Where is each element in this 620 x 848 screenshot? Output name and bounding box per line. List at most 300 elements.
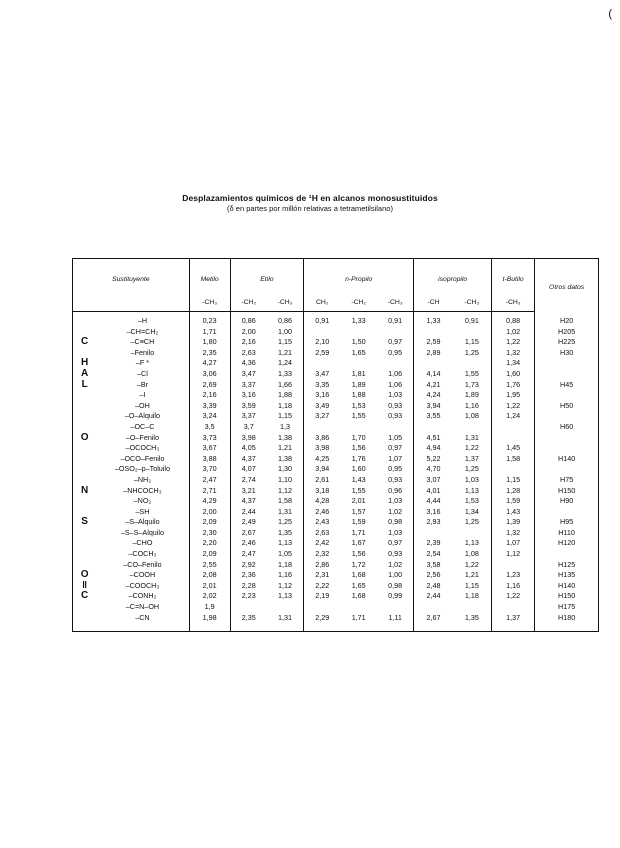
substituent-cell: –S–Alquilo <box>125 517 160 527</box>
shift-value: 4,01 <box>414 486 453 497</box>
shift-value: 3,7 <box>230 422 267 433</box>
subheader-cell: -CH <box>414 295 453 312</box>
shift-value: 1,15 <box>464 580 479 590</box>
header-isopropyl: isopropilo <box>414 259 492 296</box>
shift-value: 1,43 <box>492 507 535 518</box>
other-data-cell: H75 <box>535 475 599 486</box>
shift-value: 1,60 <box>351 464 366 474</box>
table-title: Desplazamientos químicos de ¹H en alcanos monosustituidos <box>182 193 438 203</box>
substituent-cell: –OCO–Fenilo <box>120 453 165 463</box>
other-data-cell: H135 <box>535 570 599 581</box>
shift-value: 1,03 <box>388 390 403 400</box>
shift-value: 0,99 <box>388 591 403 601</box>
shift-value: 2,09 <box>189 517 230 528</box>
shift-value: 1,13 <box>277 538 292 548</box>
shift-value: 3,86 <box>304 433 341 444</box>
shift-value: 2,48 <box>414 581 453 592</box>
shift-value: 0,95 <box>388 464 403 474</box>
other-data-cell: H140 <box>535 581 599 592</box>
shift-value: 4,36 <box>230 358 267 369</box>
table-row <box>73 348 599 359</box>
shift-value: 3,98 <box>304 443 341 454</box>
shift-value: 3,24 <box>189 411 230 422</box>
shift-value <box>492 433 535 444</box>
shift-value: 1,15 <box>277 337 292 347</box>
shift-value: 3,35 <box>304 380 341 391</box>
family-label: L <box>81 379 88 390</box>
shift-value: 3,67 <box>189 443 230 454</box>
shift-value: 0,23 <box>189 312 230 327</box>
corner-mark: ( <box>608 8 612 20</box>
shift-value: 1,15 <box>464 337 479 347</box>
shift-value: 1,22 <box>492 401 535 412</box>
shift-value: 2,31 <box>304 570 341 581</box>
shift-value: 3,06 <box>189 369 230 380</box>
substituent-cell: –CONH₂ <box>128 591 157 601</box>
shift-value: 5,22 <box>414 454 453 465</box>
table-row <box>73 312 599 327</box>
shift-value: 1,02 <box>492 327 535 338</box>
shift-value: 4,37 <box>230 496 267 507</box>
shift-value: 1,28 <box>492 486 535 497</box>
shift-value: 1,58 <box>492 454 535 465</box>
shift-value <box>340 358 377 369</box>
shift-value <box>267 602 304 613</box>
family-label: O <box>80 432 89 443</box>
shift-value: 3,94 <box>304 464 341 475</box>
shift-value: 1,34 <box>492 358 535 369</box>
shift-value: 1,13 <box>464 485 479 495</box>
subheader-cell: CH₂ <box>304 295 341 312</box>
shift-value: 1,22 <box>464 559 479 569</box>
shift-value: 2,01 <box>351 496 366 506</box>
shift-value: 1,08 <box>464 411 479 421</box>
family-label: C <box>81 591 89 602</box>
shift-value: 4,21 <box>414 380 453 391</box>
shift-value: 1,13 <box>277 591 292 601</box>
shift-value: 3,37 <box>230 411 267 422</box>
subheader-cell: -CH₃ <box>267 295 304 312</box>
substituent-cell: –OCOCH₃ <box>125 443 160 453</box>
shift-value: 2,29 <box>304 613 341 632</box>
family-label <box>73 538 97 549</box>
shift-value: 2,54 <box>414 549 453 560</box>
shift-value: 2,46 <box>304 507 341 518</box>
shift-value: 1,60 <box>492 369 535 380</box>
shift-value <box>377 327 414 338</box>
family-label: ‖ <box>82 580 88 591</box>
shift-value: 4,07 <box>230 464 267 475</box>
shift-value: 0,86 <box>277 316 292 325</box>
shift-value: 3,16 <box>230 390 267 401</box>
family-label: S <box>81 517 88 528</box>
shift-value: 1,21 <box>277 347 292 357</box>
shift-value: 1,53 <box>464 496 479 506</box>
subheader-cell: -CH₂ <box>340 295 377 312</box>
shift-value: 0,91 <box>304 312 341 327</box>
shift-value: 1,53 <box>351 400 366 410</box>
subheader-row <box>73 295 599 312</box>
shift-value: 2,00 <box>230 327 267 338</box>
shift-value: 1,68 <box>351 591 366 601</box>
other-data-cell <box>535 443 599 454</box>
other-data-cell: H150 <box>535 486 599 497</box>
shift-value: 0,88 <box>492 312 535 327</box>
table-row <box>73 475 599 486</box>
shift-value: 1,76 <box>351 453 366 463</box>
shift-value <box>414 327 453 338</box>
table-row <box>73 380 599 391</box>
shift-value: 2,67 <box>414 613 453 632</box>
shift-value: 1,06 <box>388 379 403 389</box>
table-row <box>73 528 599 539</box>
shift-value: 1,76 <box>492 380 535 391</box>
shift-value: 1,06 <box>388 368 403 378</box>
shift-value: 2,61 <box>304 475 341 486</box>
shift-value <box>304 358 341 369</box>
shift-value: 1,23 <box>492 570 535 581</box>
other-data-cell: H90 <box>535 496 599 507</box>
shift-value: 3,94 <box>414 401 453 412</box>
shift-value <box>414 422 453 433</box>
shift-value: 1,73 <box>464 379 479 389</box>
shift-value <box>453 422 492 433</box>
shift-value: 0,93 <box>388 400 403 410</box>
shift-value: 1,16 <box>492 581 535 592</box>
shift-value: 2,22 <box>304 581 341 592</box>
table-row <box>73 433 599 444</box>
shift-value: 1,89 <box>351 379 366 389</box>
shift-value: 1,08 <box>464 549 479 559</box>
other-data-cell: H120 <box>535 538 599 549</box>
shift-value: 2,92 <box>230 560 267 571</box>
family-label <box>73 464 97 475</box>
substituent-cell: –OSO₂–p–Toluilo <box>114 464 170 474</box>
shift-value: 1,33 <box>277 368 292 378</box>
shift-value: 2,28 <box>230 581 267 592</box>
shift-value: 4,70 <box>414 464 453 475</box>
shift-value: 2,43 <box>304 517 341 528</box>
other-data-cell <box>535 358 599 369</box>
table-row <box>73 337 599 348</box>
shift-value: 1,59 <box>351 517 366 527</box>
substituent-cell: –NHCOCH₃ <box>123 485 162 495</box>
shift-value: 4,05 <box>230 443 267 454</box>
family-label: O <box>80 570 89 581</box>
other-data-cell: H175 <box>535 602 599 613</box>
shift-value: 1,03 <box>388 527 403 537</box>
table-row <box>73 581 599 592</box>
family-label <box>73 422 97 433</box>
other-data-cell <box>535 411 599 422</box>
shift-value: 2,01 <box>189 581 230 592</box>
family-label <box>73 348 97 359</box>
other-data-cell: H30 <box>535 348 599 359</box>
substituent-cell: –COCH₃ <box>128 549 157 559</box>
shift-value: 1,56 <box>351 549 366 559</box>
shift-value <box>453 602 492 613</box>
shift-value: 1,03 <box>388 496 403 506</box>
shift-value: 3,39 <box>189 401 230 412</box>
header-other: Otros datos <box>535 259 599 312</box>
shift-value <box>453 327 492 338</box>
shift-value: 2,23 <box>230 591 267 602</box>
shift-value: 2,71 <box>189 486 230 497</box>
substituent-cell: –H <box>137 316 148 325</box>
shift-value: 1,98 <box>189 613 230 632</box>
shift-value <box>340 327 377 338</box>
table-body <box>73 312 599 632</box>
table-row <box>73 560 599 571</box>
family-label <box>73 549 97 560</box>
other-data-cell: H150 <box>535 591 599 602</box>
shift-value: 0,98 <box>388 517 403 527</box>
shift-value: 1,12 <box>492 549 535 560</box>
shift-value <box>453 528 492 539</box>
shift-value: 0,95 <box>388 347 403 357</box>
shift-value: 2,86 <box>304 560 341 571</box>
shift-value: 1,65 <box>351 580 366 590</box>
shift-value: 1,3 <box>279 421 290 431</box>
shift-value: 1,05 <box>388 432 403 442</box>
family-label <box>73 327 97 338</box>
table-row <box>73 411 599 422</box>
shift-value: 2,32 <box>304 549 341 560</box>
shift-value <box>230 602 267 613</box>
shift-value: 3,16 <box>304 390 341 401</box>
substituent-cell: –CO–Fenilo <box>123 559 162 569</box>
shift-value: 2,20 <box>189 538 230 549</box>
shift-value: 0,91 <box>464 316 479 325</box>
shift-value: 4,25 <box>304 454 341 465</box>
family-label <box>73 312 97 327</box>
other-data-cell: H50 <box>535 401 599 412</box>
substituent-cell: –Br <box>136 379 149 389</box>
shift-value: 2,63 <box>304 528 341 539</box>
substituent-cell: –C≡CH <box>130 337 155 347</box>
table-row <box>73 613 599 632</box>
shift-value: 1,07 <box>388 453 403 463</box>
other-data-cell <box>535 549 599 560</box>
shift-value: 0,98 <box>388 580 403 590</box>
shift-value: 1,58 <box>277 496 292 506</box>
shift-value: 1,18 <box>277 400 292 410</box>
shift-value: 2,02 <box>189 591 230 602</box>
shift-value: 3,70 <box>189 464 230 475</box>
shift-value: 2,74 <box>230 475 267 486</box>
shift-value: 4,44 <box>414 496 453 507</box>
shift-value: 1,71 <box>351 612 366 622</box>
table-row <box>73 443 599 454</box>
substituent-cell: –CN <box>135 612 150 622</box>
shift-value: 1,21 <box>277 443 292 453</box>
other-data-cell <box>535 507 599 518</box>
substituent-cell: –CH=CH₂ <box>126 326 159 336</box>
shift-value: 3,5 <box>189 422 230 433</box>
other-data-cell: H20 <box>535 312 599 327</box>
header-tbutyl: t-Butilo <box>492 259 535 296</box>
family-label <box>73 390 97 401</box>
subheader-cell: -CH₂ <box>230 295 267 312</box>
shift-value <box>492 560 535 571</box>
shift-value: 1,35 <box>464 612 479 622</box>
shift-value: 2,44 <box>414 591 453 602</box>
shift-value: 3,58 <box>414 560 453 571</box>
subheader-cell: -CH₃ <box>453 295 492 312</box>
shift-value: 1,34 <box>464 506 479 516</box>
shift-value <box>304 422 341 433</box>
shift-value: 3,59 <box>230 401 267 412</box>
shift-value: 1,55 <box>351 411 366 421</box>
table-row <box>73 390 599 401</box>
shift-value: 1,22 <box>464 443 479 453</box>
shift-value <box>453 358 492 369</box>
shift-value: 3,88 <box>189 454 230 465</box>
substituent-cell: –C=N–OH <box>125 602 160 612</box>
shift-value: 0,97 <box>388 538 403 548</box>
shift-value <box>492 602 535 613</box>
table-row <box>73 549 599 560</box>
shift-value: 1,18 <box>464 591 479 601</box>
shift-value: 1,50 <box>351 337 366 347</box>
shift-value <box>492 422 535 433</box>
table-row <box>73 496 599 507</box>
shift-value: 1,16 <box>464 400 479 410</box>
substituent-cell: –COOCH₃ <box>125 580 160 590</box>
shift-value <box>414 602 453 613</box>
shift-value: 1,33 <box>351 316 366 325</box>
substituent-cell: –OH <box>135 400 150 410</box>
table-row <box>73 369 599 380</box>
shift-value: 1,03 <box>464 474 479 484</box>
shift-value: 3,55 <box>414 411 453 422</box>
shift-value: 4,51 <box>414 433 453 444</box>
shift-value: 2,59 <box>304 348 341 359</box>
family-label <box>73 496 97 507</box>
shift-value: 1,65 <box>351 347 366 357</box>
shift-value: 1,66 <box>277 379 292 389</box>
shift-value: 3,47 <box>230 369 267 380</box>
shift-value: 2,35 <box>189 348 230 359</box>
shift-value <box>340 602 377 613</box>
shift-value: 1,9 <box>189 602 230 613</box>
shift-value: 4,24 <box>414 390 453 401</box>
shift-value: 1,13 <box>464 538 479 548</box>
shift-value <box>377 422 414 433</box>
shift-value: 2,69 <box>189 380 230 391</box>
shift-value: 2,93 <box>414 517 453 528</box>
other-data-cell: H125 <box>535 560 599 571</box>
shift-value: 0,91 <box>388 316 403 325</box>
family-label <box>73 411 97 422</box>
shift-value: 1,02 <box>388 506 403 516</box>
shift-value: 1,38 <box>277 453 292 463</box>
shift-value: 1,10 <box>277 474 292 484</box>
shift-value: 3,21 <box>230 486 267 497</box>
table-row <box>73 570 599 581</box>
shift-value: 3,37 <box>230 380 267 391</box>
shift-value: 2,35 <box>230 613 267 632</box>
shift-value: 2,36 <box>230 570 267 581</box>
shift-value: 1,32 <box>492 348 535 359</box>
shift-value: 0,86 <box>230 312 267 327</box>
other-data-cell: H95 <box>535 517 599 528</box>
other-data-cell: H45 <box>535 380 599 391</box>
substituent-cell: –COOH <box>129 570 156 580</box>
family-label <box>73 475 97 486</box>
subheader-cell: -CH₃ <box>377 295 414 312</box>
shift-value: 1,25 <box>464 347 479 357</box>
shift-value: 1,38 <box>277 432 292 442</box>
shift-value: 1,00 <box>388 570 403 580</box>
family-label <box>73 602 97 613</box>
shift-value: 1,57 <box>351 506 366 516</box>
table-row <box>73 507 599 518</box>
shift-value: 3,07 <box>414 475 453 486</box>
family-label <box>73 560 97 571</box>
shift-value <box>414 528 453 539</box>
shift-value: 3,16 <box>414 507 453 518</box>
shift-value: 1,55 <box>351 485 366 495</box>
shift-value: 2,67 <box>230 528 267 539</box>
other-data-cell <box>535 464 599 475</box>
shift-value <box>414 358 453 369</box>
shift-value: 1,37 <box>492 613 535 632</box>
shift-value: 1,95 <box>492 390 535 401</box>
family-label: A <box>81 368 89 379</box>
family-label <box>73 443 97 454</box>
shift-value <box>377 602 414 613</box>
table-row <box>73 486 599 497</box>
subheader-cell: -CH₃ <box>492 295 535 312</box>
family-label: N <box>81 485 89 496</box>
shift-value: 1,22 <box>492 337 535 348</box>
substituent-cell: –Cl <box>137 368 148 378</box>
shift-value: 1,56 <box>351 443 366 453</box>
shift-value: 0,96 <box>388 485 403 495</box>
shift-value: 0,97 <box>388 337 403 347</box>
shift-value: 2,47 <box>230 549 267 560</box>
shift-value: 1,31 <box>277 612 292 622</box>
family-label <box>73 528 97 539</box>
shift-value: 2,42 <box>304 538 341 549</box>
shift-value <box>304 602 341 613</box>
shift-value: 0,93 <box>388 549 403 559</box>
shift-value: 1,68 <box>351 570 366 580</box>
shift-value: 1,25 <box>464 517 479 527</box>
table-row <box>73 591 599 602</box>
table-row <box>73 422 599 433</box>
shift-value: 1,33 <box>414 312 453 327</box>
shift-value: 1,11 <box>388 612 402 622</box>
shift-value: 2,16 <box>189 390 230 401</box>
shift-value: 1,25 <box>277 517 292 527</box>
substituent-cell: –SH <box>135 506 150 516</box>
shift-value: 3,18 <box>304 486 341 497</box>
shift-value: 2,10 <box>304 337 341 348</box>
shift-value: 1,72 <box>351 559 366 569</box>
shift-value: 2,89 <box>414 348 453 359</box>
shift-value: 2,00 <box>189 507 230 518</box>
table-row <box>73 454 599 465</box>
shift-value: 1,00 <box>277 326 292 336</box>
table-subtitle: (δ en partes por millón relativas a tetrametilsilano) <box>227 204 393 213</box>
table-row <box>73 358 599 369</box>
shift-value: 2,08 <box>189 570 230 581</box>
table-row <box>73 538 599 549</box>
shift-value: 2,47 <box>189 475 230 486</box>
shift-value: 1,16 <box>277 570 292 580</box>
